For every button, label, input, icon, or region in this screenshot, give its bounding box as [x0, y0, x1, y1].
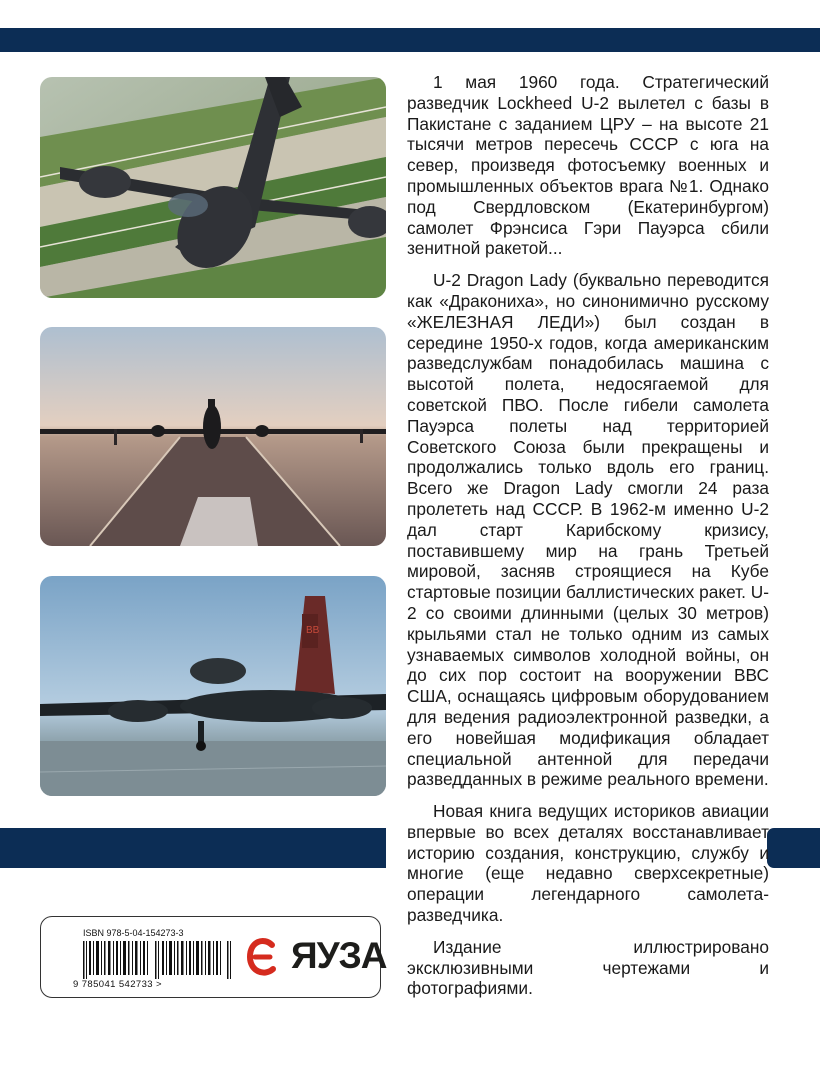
- paragraph-4: Издание иллюстрировано эксклюзивными чертежами и фотографиями.: [407, 936, 769, 999]
- paragraph-3: Новая книга ведущих историков авиации впервые во всех деталях восстанавливает историю создания, конструкцию, службу и многие (еще недавно сверхсекретные) операции легендарного самолета-разведчика.: [407, 801, 769, 926]
- eksmo-e-logo-icon: [246, 937, 278, 977]
- yauza-publisher-logo: ЯУЗА: [291, 935, 387, 976]
- photo-u2-ground: [40, 576, 386, 796]
- description-text: [407, 72, 769, 1010]
- isbn-label: ISBN 978-5-04-154273-3: [83, 928, 184, 938]
- photo-u2-flight: [40, 77, 386, 298]
- aircraft-with-radome-photo-icon: [40, 576, 386, 796]
- paragraph-2: U-2 Dragon Lady (буквально переводится как «Дракониха», но синонимично русскому «ЖЕЛЕЗНАЯ ЛЕДИ») был создан в середине 1950-х годов, когда американским разведслужбам понадобилась машина с высотой полета, недосягаемой для советской ПВО. После гибели самолета Пауэрса полеты над территорией Советского Союза были прекращены и продолжались только вдоль его границ. Всего же Dragon Lady смогли 24 раза пролететь над СССР. В 1962-м именно U-2 дал старт Карибскому кризису, поставившему мир на грань Третьей мировой, засняв строящиеся на Кубе стартовые позиции баллистических ракет. U-2 со своими длинными (целых 30 метров) крыльями стал не только одним из самых узнаваемых символов холодной войны, он до сих пор состоит на вооружении ВВС США, оснащаясь цифровым оборудованием для ведения радиоэлектронной разведки, а его новейшая модификация обладает специальной антенной для передачи разведданных в режиме реального времени.: [407, 270, 769, 790]
- right-color-tab: [767, 828, 820, 868]
- barcode-icon: [83, 941, 233, 979]
- photo-u2-runway: [40, 327, 386, 546]
- top-color-band: [0, 28, 820, 52]
- svg-text:BB: BB: [306, 625, 320, 636]
- barcode-number: 9 785041 542733 >: [73, 979, 162, 990]
- aircraft-in-flight-photo-icon: [40, 77, 386, 298]
- paragraph-1: 1 мая 1960 года. Стратегический разведчик Lockheed U-2 вылетел с базы в Пакистане с заданием ЦРУ – на высоте 21 тысячи метров пересечь СССР с юга на север, произведя фотосъемку военных и промышленных объектов врага №1. Однако под Свердловском (Екатеринбургом) самолет Фрэнсиса Гэри Пауэрса сбили зенитной ракетой...: [407, 72, 769, 259]
- isbn-publisher-box: [40, 916, 387, 998]
- middle-color-band: [0, 828, 386, 868]
- aircraft-on-runway-photo-icon: [40, 327, 386, 546]
